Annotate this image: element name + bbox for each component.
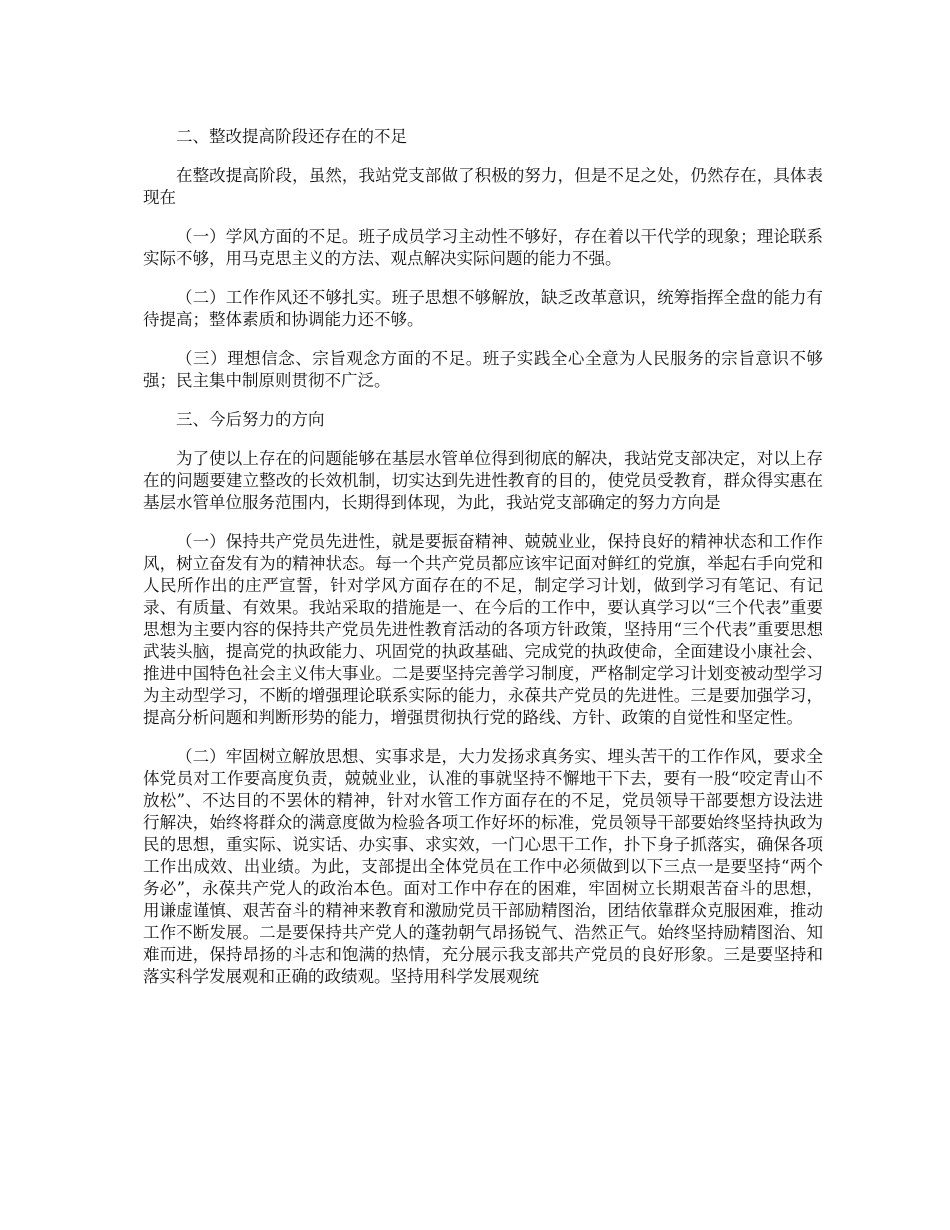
paragraph-direction-one: （一）保持共产党员先进性，就是要振奋精神、兢兢业业，保持良好的精神状态和工作作风，树立奋发有为的精神状态。每一个共产党员都应该牢记面对鲜红的党旗，举起右手向党和人民所作出的庄严宣誓，针对学风方面存在的不足，制定学习计划，做到学习有笔记、有记录、有质量、有效果。我站采取的措施是一、在今后的工作中，要认真学习以“三个代表”重要思想为主要内容的保持共产党员先进性教育活动的各项方针政策，坚持用“三个代表”重要思想武装头脑，提高党的执政能力、巩固党的执政基础、完成党的执政使命，全面建设小康社会、推进中国特色社会主义伟大事业。二是要坚持完善学习制度，严格制定学习计划变被动型学习为主动型学习，不断的增强理论联系实际的能力，永葆共产党员的先进性。三是要加强学习，提高分析问题和判断形势的能力，增强贯彻执行党的路线、方针、政策的自觉性和坚定性。 (143, 532, 823, 727)
paragraph-intro-shortcomings: 在整改提高阶段，虽然，我站党支部做了积极的努力，但是不足之处，仍然存在，具体表现在 (143, 166, 823, 207)
document-page (143, 126, 823, 988)
paragraph-study-style: （一）学风方面的不足。班子成员学习主动性不够好，存在着以干代学的现象；理论联系实际不够，用马克思主义的方法、观点解决实际问题的能力不强。 (143, 227, 823, 268)
paragraph-ideals-beliefs: （三）理想信念、宗旨观念方面的不足。班子实践全心全意为人民服务的宗旨意识不够强；民主集中制原则贯彻不广泛。 (143, 349, 823, 390)
paragraph-intro-direction: 为了使以上存在的问题能够在基层水管单位得到彻底的解决，我站党支部决定，对以上存在的问题要建立整改的长效机制，切实达到先进性教育的目的，使党员受教育，群众得实惠在基层水管单位服务范围内，长期得到体现，为此，我站党支部确定的努力方向是 (143, 449, 823, 512)
section-heading-future-direction: 三、今后努力的方向 (176, 410, 325, 429)
paragraph-work-style: （二）工作作风还不够扎实。班子思想不够解放，缺乏改革意识，统筹指挥全盘的能力有待提高；整体素质和协调能力还不够。 (143, 288, 823, 329)
paragraph-direction-two: （二）牢固树立解放思想、实事求是，大力发扬求真务实、埋头苦干的工作作风，要求全体党员对工作要高度负责，兢兢业业，认准的事就坚持不懈地干下去，要有一股“咬定青山不放松”、不达目的不罢休的精神，针对水管工作方面存在的不足，党员领导干部要想方设法进行解决，始终将群众的满意度做为检验各项工作好坏的标准，党员领导干部要始终坚持执政为民的思想，重实际、说实话、办实事、求实效，一门心思干工作，扑下身子抓落实，确保各项工作出成效、出业绩。为此，支部提出全体党员在工作中必须做到以下三点一是要坚持“两个务必”，永葆共产党人的政治本色。面对工作中存在的困难，牢固树立长期艰苦奋斗的思想，用谦虚谨慎、艰苦奋斗的精神来教育和激励党员干部励精图治，团结依靠群众克服困难，推动工作不断发展。二是要保持共产党人的蓬勃朝气昂扬锐气、浩然正气。始终坚持励精图治、知难而进，保持昂扬的斗志和饱满的热情，充分展示我支部共产党员的良好形象。三是要坚持和落实科学发展观和正确的政绩观。坚持用科学发展观统 (143, 747, 823, 986)
section-heading-shortcomings: 二、整改提高阶段还存在的不足 (176, 127, 407, 146)
